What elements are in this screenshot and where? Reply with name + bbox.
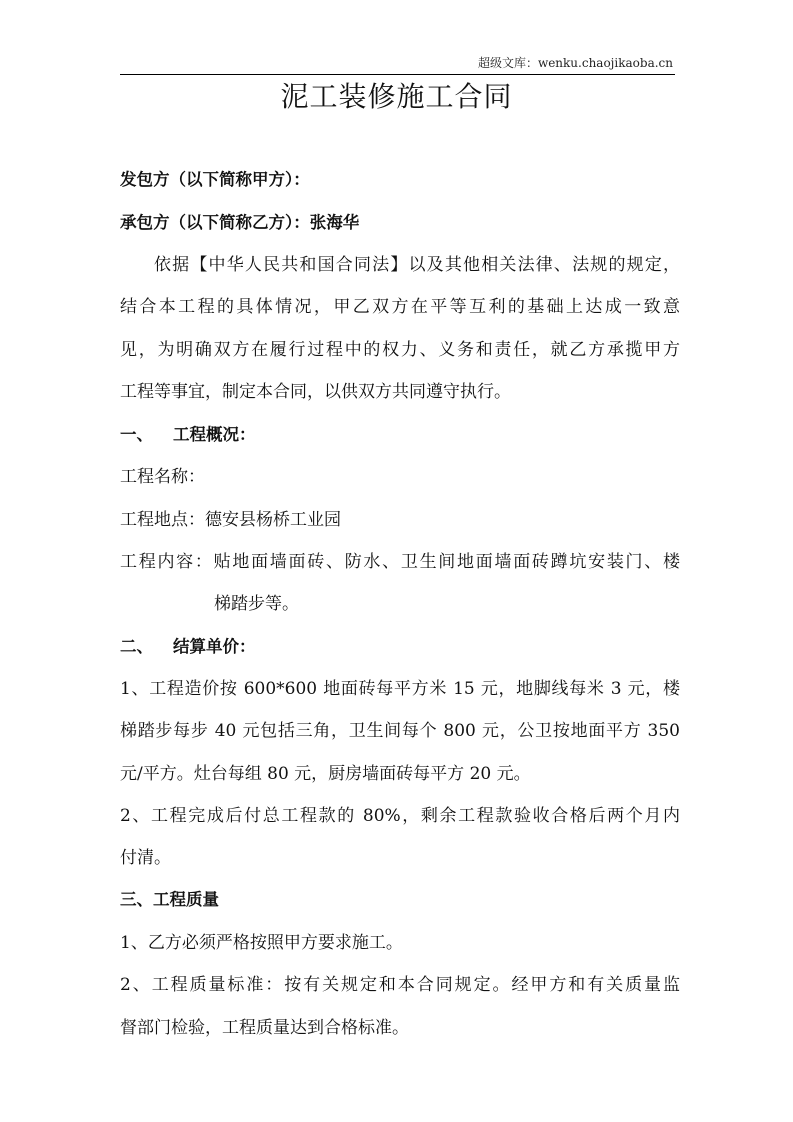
page-header [120, 56, 675, 75]
section-2-number: 二、 [120, 637, 153, 656]
party-a: 发包方（以下简称甲方）： [120, 170, 310, 189]
preamble-line-2: 结合本工程的具体情况，甲乙双方在平等互利的基础上达成一致意 [120, 297, 680, 317]
price-item-1-line-3: 元/平方。灶台每组 80 元，厨房墙面砖每平方 20 元。 [120, 764, 531, 784]
price-item-1-line-1: 1、工程造价按 600*600 地面砖每平方米 15 元，地脚线每米 3 元，楼 [120, 679, 680, 699]
quality-item-1: 1、乙方必须严格按照甲方要求施工。 [120, 933, 403, 953]
section-1-number: 一、 [120, 425, 153, 444]
preamble-line-1: 依据【中华人民共和国合同法】以及其他相关法律、法规的规定， [154, 255, 680, 275]
section-2-heading [120, 637, 680, 657]
project-content-line-1: 工程内容：贴地面墙面砖、防水、卫生间地面墙面砖蹲坑安装门、楼 [120, 552, 680, 572]
header-source: 超级文库：wenku.chaojikaoba.cn [477, 56, 673, 70]
section-1-heading [120, 425, 680, 445]
section-1-title: 工程概况： [173, 425, 256, 444]
project-content-line-2: 梯踏步等。 [214, 594, 299, 614]
preamble-line-4: 工程等事宜，制定本合同，以供双方共同遵守执行。 [120, 382, 511, 402]
quality-item-2-line-1: 2、工程质量标准：按有关规定和本合同规定。经甲方和有关质量监 [120, 975, 680, 995]
section-2-title: 结算单价： [173, 637, 256, 656]
price-item-2-line-1: 2、工程完成后付总工程款的 80%，剩余工程款验收合格后两个月内 [120, 806, 680, 826]
project-location: 工程地点：德安县杨桥工业园 [120, 510, 341, 530]
quality-item-2-line-2: 督部门检验，工程质量达到合格标准。 [120, 1018, 409, 1038]
price-item-1-line-2: 梯踏步每步 40 元包括三角，卫生间每个 800 元，公卫按地面平方 350 [120, 721, 680, 741]
document-title: 泥工装修施工合同 [280, 80, 513, 113]
preamble-line-3: 见，为明确双方在履行过程中的权力、义务和责任，就乙方承揽甲方 [120, 340, 680, 360]
party-b: 承包方（以下简称乙方）：张海华 [120, 213, 360, 232]
price-item-2-line-2: 付清。 [120, 848, 171, 868]
section-3-heading: 三、工程质量 [120, 890, 219, 909]
project-name: 工程名称： [120, 467, 205, 487]
